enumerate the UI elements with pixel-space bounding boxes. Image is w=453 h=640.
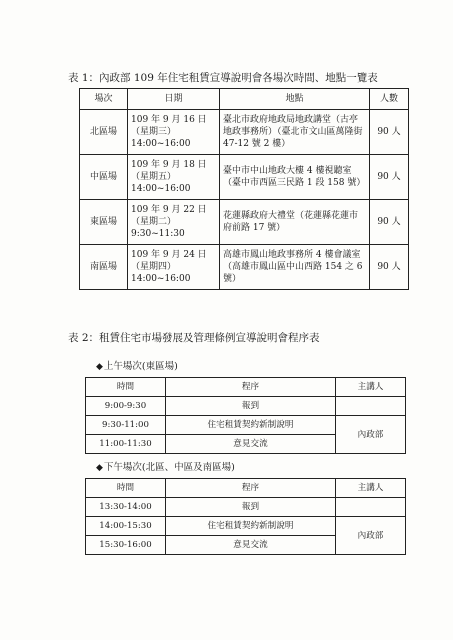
- location-cell: 臺中市中山地政大樓 4 樓視聽室（臺中市西區三民路 1 段 158 號）: [220, 155, 370, 200]
- morning-session-title: [96, 358, 178, 372]
- time-text: 14:00~16:00: [131, 139, 191, 149]
- location-cell: 花蓮縣政府大禮堂（花蓮縣花蓮市府前路 17 號）: [220, 200, 370, 245]
- speaker-cell: [336, 397, 406, 416]
- speaker-cell: [336, 498, 406, 517]
- program-cell: 意見交流: [166, 536, 336, 555]
- session-cell: 南區場: [80, 245, 128, 290]
- diamond-icon: ◆: [96, 362, 103, 372]
- count-cell: 90 人: [370, 200, 409, 245]
- table-row: [86, 416, 406, 435]
- venue-table: [79, 88, 409, 290]
- table-row: [80, 200, 409, 245]
- header-cell: 場次: [80, 89, 128, 110]
- date-cell: [128, 110, 220, 155]
- table-row: [80, 110, 409, 155]
- table2-caption: 表 2：租賃住宅市場發展及管理條例宣導說明會程序表: [68, 332, 320, 344]
- time-cell: 14:00-15:30: [86, 517, 166, 536]
- table-row: [86, 517, 406, 536]
- table-row: [80, 155, 409, 200]
- date-text: 109 年 9 月 22 日: [131, 205, 207, 215]
- program-cell: 報到: [166, 498, 336, 517]
- session-cell: 東區場: [80, 200, 128, 245]
- diamond-icon: ◆: [96, 463, 103, 473]
- weekday-text: （星期四）: [131, 262, 177, 272]
- time-text: 9:30~11:30: [131, 229, 185, 239]
- header-cell: 人數: [370, 89, 409, 110]
- header-cell: 地點: [220, 89, 370, 110]
- header-cell: 程序: [166, 479, 336, 498]
- table-header-row: [86, 479, 406, 498]
- program-cell: 報到: [166, 397, 336, 416]
- date-cell: [128, 200, 220, 245]
- table1-caption: 表 1：內政部 109 年住宅租賃宣導說明會各場次時間、地點一覽表: [68, 72, 378, 84]
- count-cell: 90 人: [370, 110, 409, 155]
- table-row: [86, 498, 406, 517]
- count-cell: 90 人: [370, 155, 409, 200]
- header-cell: 日期: [128, 89, 220, 110]
- time-text: 14:00~16:00: [131, 184, 191, 194]
- table-row: [86, 397, 406, 416]
- time-text: 14:00~16:00: [131, 274, 191, 284]
- header-cell: 時間: [86, 479, 166, 498]
- table-header-row: [80, 89, 409, 110]
- location-cell: 高雄市鳳山地政事務所 4 樓會議室（高雄市鳳山區中山西路 154 之 6 號）: [220, 245, 370, 290]
- header-cell: 程序: [166, 378, 336, 397]
- afternoon-schedule-table: [85, 478, 406, 555]
- afternoon-session-title: [96, 459, 235, 473]
- program-cell: 住宅租賃契約新制說明: [166, 517, 336, 536]
- speaker-cell: 內政部: [336, 416, 406, 454]
- date-text: 109 年 9 月 16 日: [131, 115, 207, 125]
- speaker-cell: 內政部: [336, 517, 406, 555]
- header-cell: 主講人: [336, 479, 406, 498]
- program-cell: 住宅租賃契約新制說明: [166, 416, 336, 435]
- count-cell: 90 人: [370, 245, 409, 290]
- date-text: 109 年 9 月 18 日: [131, 160, 207, 170]
- session-cell: 北區場: [80, 110, 128, 155]
- location-cell: 臺北市政府地政局地政講堂（古亭地政事務所）（臺北市文山區萬隆街 47-12 號 2 樓）: [220, 110, 370, 155]
- weekday-text: （星期五）: [131, 172, 177, 182]
- time-cell: 9:00-9:30: [86, 397, 166, 416]
- time-cell: 9:30-11:00: [86, 416, 166, 435]
- date-cell: [128, 155, 220, 200]
- time-cell: 13:30-14:00: [86, 498, 166, 517]
- morning-schedule-table: [85, 377, 406, 454]
- time-cell: 11:00-11:30: [86, 435, 166, 454]
- table-header-row: [86, 378, 406, 397]
- date-text: 109 年 9 月 24 日: [131, 250, 207, 260]
- header-cell: 主講人: [336, 378, 406, 397]
- afternoon-title-text: 下午場次(北區、中區及南區場): [103, 462, 235, 473]
- time-cell: 15:30-16:00: [86, 536, 166, 555]
- weekday-text: （星期三）: [131, 127, 177, 137]
- program-cell: 意見交流: [166, 435, 336, 454]
- header-cell: 時間: [86, 378, 166, 397]
- date-cell: [128, 245, 220, 290]
- weekday-text: （星期二）: [131, 217, 177, 227]
- morning-title-text: 上午場次(東區場): [103, 361, 178, 372]
- table-row: [80, 245, 409, 290]
- session-cell: 中區場: [80, 155, 128, 200]
